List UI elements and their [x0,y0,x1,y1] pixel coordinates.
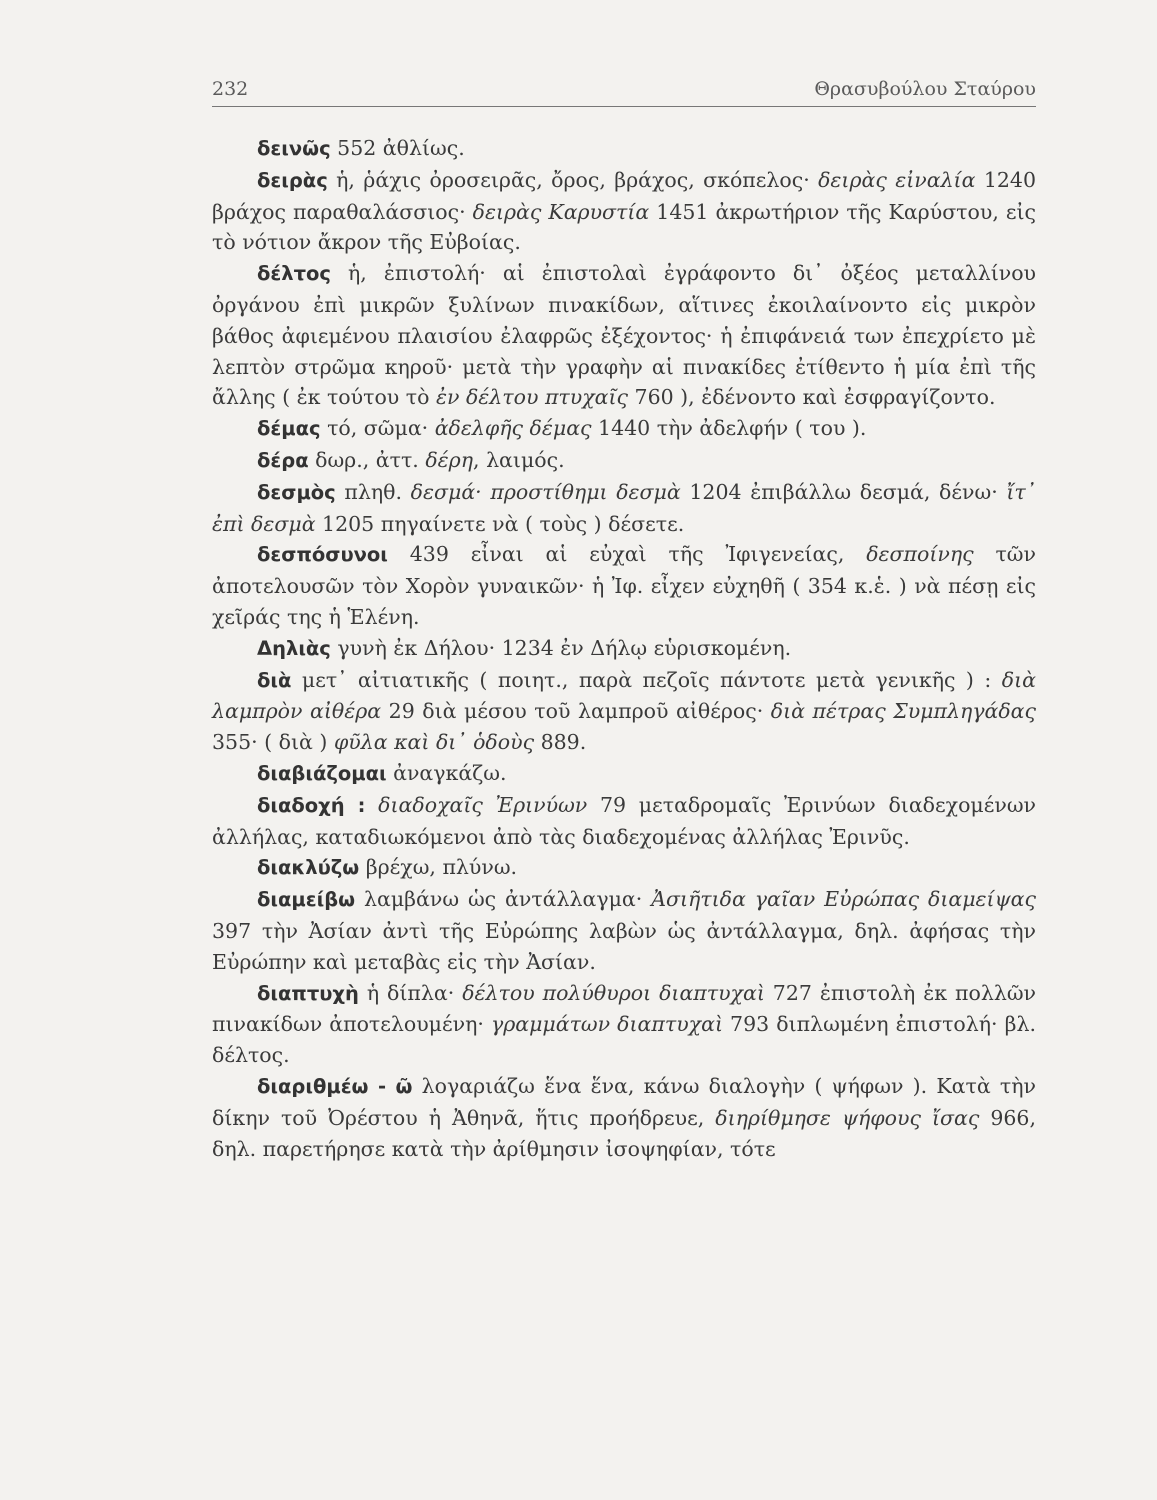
definition-text: , λαιμός. [473,447,565,472]
headword: διαμείβω [257,888,356,912]
definition-text: 79 μεταδρομαῖς Ἐρινύων διαδεχομένων ἀλλήλας, καταδιωκόμενοι ἀπὸ τὰς διαδεχομένας ἀλλήλας Ἐρινῦς. [212,792,1036,849]
headword: Δηλιὰς [257,636,331,660]
glossary-entry-diarithmeo [212,1071,1036,1164]
glossary-body [212,133,1036,1164]
headword: δειρὰς [257,168,328,192]
definition-text: λαμβάνω ὡς ἀντάλλαγμα· [355,887,652,912]
definition-text: 760 ), ἐδένοντο καὶ ἐσφραγίζοντο. [628,385,996,410]
glossary-entry-diameibo [212,884,1036,977]
definition-text [365,793,378,817]
headword: διαπτυχὴ [257,981,359,1005]
italic-citation: ἀδελφῆς δέμας [434,416,592,441]
glossary-entry-diabiazomai [212,758,1036,790]
page-number: 232 [212,78,249,100]
glossary-entry-deiras [212,165,1036,258]
italic-citation: διαδοχαῖς Ἐρινύων [378,792,588,817]
headword: δέρα [257,448,309,472]
glossary-entry-deltos [212,258,1036,413]
definition-text: 397 τὴν Ἀσίαν ἀντὶ τῆς Εὐρώπης λαβὼν ὡς ἀντάλλαγμα, δηλ. ἀφήσας τὴν Εὐρώπην καὶ μεταβὰς εἰς τὴν Ἀσίαν. [212,918,1036,974]
italic-citation: γραμμάτων διαπτυχαὶ [490,1012,723,1037]
definition-text: 1205 πηγαίνετε νὰ ( τοὺς ) δέσετε. [315,511,685,536]
glossary-entry-diaklyzo [212,852,1036,884]
definition-text: 1240 βράχος παραθαλάσσιος· [212,167,1036,224]
definition-text: πληθ. [335,479,411,504]
definition-text: ἡ, ἐπιστολή· αἱ ἐπιστολαὶ ἐγράφοντο δι᾽ ὀξέος μεταλλίνου ὀργάνου ἐπὶ μικρῶν ξυλίνων πινακίδων, αἵτινες ἐκοιλαίνοντο εἰς μικρὸν βάθος ἀφιεμένου πλαισίου ἐλαφρῶς ἐξέχοντος· ἡ ἐπιφάνειά των ἐπεχρίετο μὲ λεπτὸν στρῶμα κηροῦ· μετὰ τὴν γραφὴν αἱ πινακίδες ἐτίθεντο ἡ μία ἐπὶ τῆς ἄλλης ( ἐκ τούτου τὸ [212,261,1036,410]
definition-text: 1440 τὴν ἀδελφήν ( του ). [591,416,867,441]
definition-text: 889. [534,730,587,755]
headword: δέμας [257,417,321,441]
headword: δεινῶς [257,137,331,160]
italic-citation: δειρὰς Καρυστία [472,199,650,224]
definition-text: 1451 ἀκρωτήριον τῆς Καρύστου, εἰς τὸ νότιον ἄκρον τῆς Εὐβοίας. [212,199,1036,255]
italic-citation: δειρὰς εἰναλία [818,167,976,192]
glossary-entry-demas [212,413,1036,445]
definition-text: γυνὴ ἐκ Δήλου· 1234 ἐν Δήλῳ εὑρισκομένη. [330,635,792,660]
headword: δέλτος [257,262,331,286]
definition-text: δωρ., ἀττ. [308,447,426,472]
glossary-entry-diadochi [212,790,1036,853]
headword: διὰ [257,668,292,692]
definition-text: 29 διὰ μέσου τοῦ λαμπροῦ αἰθέρος· [381,699,771,724]
italic-citation: Ἀσιῆτιδα γαῖαν Εὐρώπας διαμείψας [651,887,1036,912]
italic-citation: ἴτ᾽ ἐπὶ δεσμὰ [212,479,1037,536]
italic-citation: φῦλα καὶ δι᾽ ὁδοὺς [333,730,535,755]
definition-text: ἀναγκάζω. [386,760,507,785]
definition-text: ἡ, ῥάχις ὀροσειρᾶς, ὄρος, βράχος, σκόπελος· [327,167,819,192]
definition-text: τό, σῶμα· [320,416,435,441]
headword: διαδοχή : [257,793,366,817]
definition-text: μετ᾽ αἰτιατικῆς ( ποιητ., παρὰ πεζοῖς πάντοτε μετὰ γενικῆς ) : [291,667,1002,692]
headword: διαβιάζομαι [257,761,387,785]
definition-text: βρέχω, πλύνω. [359,855,518,880]
headword: δεσμὸς [257,480,336,504]
italic-citation: διηρίθμησε ψήφους ἴσας [715,1105,980,1130]
italic-citation: δεσποίνης [866,542,974,567]
headword: δεσπόσυνοι [257,543,388,567]
italic-citation: ἐν δέλτου πτυχαῖς [435,385,629,410]
italic-citation: διὰ λαμπρὸν αἰθέρα [212,667,1036,724]
definition-text: 439 εἶναι αἱ εὐχαὶ τῆς Ἰφιγενείας, [387,542,867,567]
italic-citation: δεσμά· προστίθημι δεσμὰ [410,479,681,504]
glossary-entry-desmos [212,477,1036,540]
definition-text: 552 ἀθλίως. [330,136,465,160]
glossary-entry-dera [212,445,1036,477]
glossary-entry-diaptychi [212,978,1036,1071]
definition-text: τῶν ἀποτελουσῶν τὸν Χορὸν γυναικῶν· ἡ Ἰφ. εἶχεν εὐχηθῆ ( 354 κ.ἑ. ) νὰ πέσῃ εἰς χεῖράς της ἡ Ἑλένη. [212,542,1036,629]
definition-text: 355· ( διὰ ) [212,730,334,755]
glossary-entry-desposynoi [212,539,1036,632]
italic-citation: διὰ πέτρας Συμπληγάδας [770,699,1036,724]
definition-text: ἡ δίπλα· [358,980,463,1005]
running-head: Θρασυβούλου Σταύρου [814,78,1036,100]
italic-citation: δέρη [425,447,474,472]
definition-text: 727 ἐπιστολὴ ἐκ πολλῶν πινακίδων ἀποτελουμένη· [212,980,1037,1037]
headword: διακλύζω [257,856,360,880]
glossary-entry-dilias [212,633,1036,665]
definition-text: 966, δηλ. παρετήρησε κατὰ τὴν ἀρίθμησιν ἰσοψηφίαν, τότε [212,1105,1036,1161]
definition-text: 793 διπλωμένη ἐπιστολή· βλ. δέλτος. [212,1012,1036,1068]
glossary-entry-deinos [212,133,1036,165]
headword: διαριθμέω - ῶ [257,1074,413,1098]
italic-citation: δέλτου πολύθυροι διαπτυχαὶ [462,980,765,1005]
definition-text: 1204 ἐπιβάλλω δεσμά, δένω· [680,479,1007,504]
definition-text: λογαριάζω ἕνα ἕνα, κάνω διαλογὴν ( ψήφων ). Κατὰ τὴν δίκην τοῦ Ὀρέστου ἡ Ἀθηνᾶ, ἥτις προήδρευε, [212,1073,1036,1130]
page-header [212,72,1036,107]
glossary-entry-dia [212,665,1036,758]
